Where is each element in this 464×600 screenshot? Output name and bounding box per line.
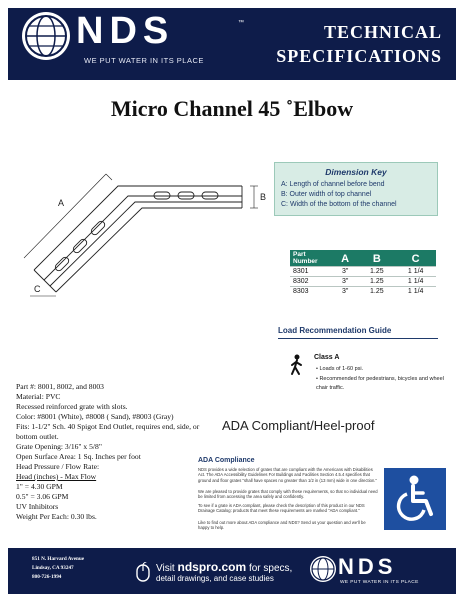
flow-line: 0.5" = 3.06 GPM <box>16 492 69 501</box>
part-table-header-a: A <box>332 250 358 267</box>
spec-line: Weight Per Each: 0.30 lbs. <box>16 512 97 521</box>
visit-prefix: Visit <box>156 563 175 574</box>
dimension-key-box <box>274 162 438 216</box>
spec-line: Grate Opening: 3/16" x 5/8" <box>16 442 102 451</box>
part-table-header-part: Part Number <box>290 250 332 267</box>
header-tagline: WE PUT WATER IN ITS PLACE <box>84 56 204 65</box>
footer-address-line: 851 N. Harvard Avenue <box>32 556 85 562</box>
table-cell: 1 1/4 <box>395 287 436 297</box>
table-cell: 3" <box>332 267 358 277</box>
table-row <box>290 267 436 277</box>
header-title-line1: TECHNICAL <box>323 22 442 42</box>
page-title: Micro Channel 45 ˚Elbow <box>110 96 354 121</box>
part-table-header-c: C <box>395 250 436 267</box>
dim-label-c: C <box>34 284 41 294</box>
table-cell: 3" <box>332 287 358 297</box>
table-row <box>290 287 436 297</box>
spec-line: bottom outlet. <box>16 432 59 441</box>
footer-visit-line2: detail drawings, and case studies <box>156 574 274 583</box>
load-bullet: • Loads of 1-60 psi. <box>316 366 364 372</box>
table-row <box>290 277 436 287</box>
table-cell: 1.25 <box>358 277 395 287</box>
footer-address-line: 800-726-1994 <box>32 574 62 580</box>
part-table-header-b: B <box>358 250 395 267</box>
spec-line: Fits: 1-1/2" Sch. 40 Spigot End Outlet, requires end, side, or <box>16 422 200 431</box>
spec-line: Recessed reinforced grate with slots. <box>16 402 128 411</box>
footer-visit-line <box>156 560 292 574</box>
table-cell: 8303 <box>290 287 332 297</box>
ada-paragraph: Like to find out more about ADA compliance and NDS? Send us your question and we'll be happy to help. <box>198 520 366 531</box>
mouse-icon <box>134 562 152 582</box>
spec-line: Part #: 8001, 8002, and 8003 <box>16 382 104 391</box>
table-cell: 3" <box>332 277 358 287</box>
load-guide-divider <box>278 338 438 339</box>
flow-header: Head (inches) - Max Flow <box>16 472 97 481</box>
part-table <box>290 250 436 296</box>
table-cell: 1.25 <box>358 267 395 277</box>
load-guide-title: Load Recommendation Guide <box>278 326 392 335</box>
dim-label-b: B <box>260 192 267 202</box>
load-class: Class A <box>314 354 340 361</box>
visit-suffix: for specs, <box>248 563 293 574</box>
ada-paragraph: NDS provides a wide selection of grates that are compliant with the Americans with Disabilities Act. The ADA Accessibility Guidelines For Buildings and Facilities Section 4.5.4 specifies that ground and floor grates "shall have spaces no greater than 1/2 in (13 mm) wide in one direction." <box>198 467 377 483</box>
part-table-header-row <box>290 250 436 267</box>
spec-line: UV Inhibitors <box>16 502 59 511</box>
footer-tagline: WE PUT WATER IN ITS PLACE <box>340 580 419 585</box>
table-cell: 1.25 <box>358 287 395 297</box>
ada-subtitle: ADA Compliance <box>198 457 255 464</box>
spec-line: Color: #8001 (White), #8008 ( Sand), #8003 (Gray) <box>16 412 174 421</box>
spec-line: Material: PVC <box>16 392 61 401</box>
pedestrian-icon <box>288 354 306 376</box>
dimension-key-line: C: Width of the bottom of the channel <box>281 201 397 208</box>
dimension-key-title: Dimension Key <box>325 167 387 177</box>
elbow-drawing <box>20 146 270 306</box>
table-cell: 8302 <box>290 277 332 287</box>
globe-logo-icon <box>22 12 70 60</box>
nds-logo-text: NDS <box>76 10 175 52</box>
trademark: ™ <box>238 20 244 26</box>
spec-line: Open Surface Area: 1 Sq. Inches per foot <box>16 452 141 461</box>
dim-label-a: A <box>58 198 65 208</box>
load-bullet: chair traffic. <box>316 385 345 391</box>
ada-heading: ADA Compliant/Heel-proof <box>222 418 375 433</box>
ada-paragraph: We are pleased to provide grates that comply with these requirements, so that no individual need be limited from accessing the area safely and confidently. <box>198 489 378 500</box>
header-title-line2: SPECIFICATIONS <box>276 46 442 66</box>
dimension-key-line: B: Outer width of top channel <box>281 191 372 198</box>
spec-line: Head Pressure / Flow Rate: <box>16 462 100 471</box>
dimension-key-line: A: Length of channel before bend <box>281 181 385 188</box>
ada-paragraph: To see if a grate is ADA compliant, please check the description of this product in our NDS Drainage Catalog: products that meet these requirements are marked "ADA compliant." <box>198 503 365 514</box>
load-bullet: • Recommended for pedestrians, bicycles and wheel <box>316 376 444 382</box>
table-cell: 1 1/4 <box>395 267 436 277</box>
footer-globe-logo-icon <box>310 556 336 582</box>
footer-address-line: Lindsay, CA 93247 <box>32 565 74 571</box>
table-cell: 1 1/4 <box>395 277 436 287</box>
table-cell: 8301 <box>290 267 332 277</box>
wheelchair-icon <box>384 468 446 530</box>
footer-nds-logo-text: NDS <box>338 554 397 579</box>
flow-line: 1" = 4.30 GPM <box>16 482 63 491</box>
website-link[interactable]: ndspro.com <box>177 560 247 574</box>
